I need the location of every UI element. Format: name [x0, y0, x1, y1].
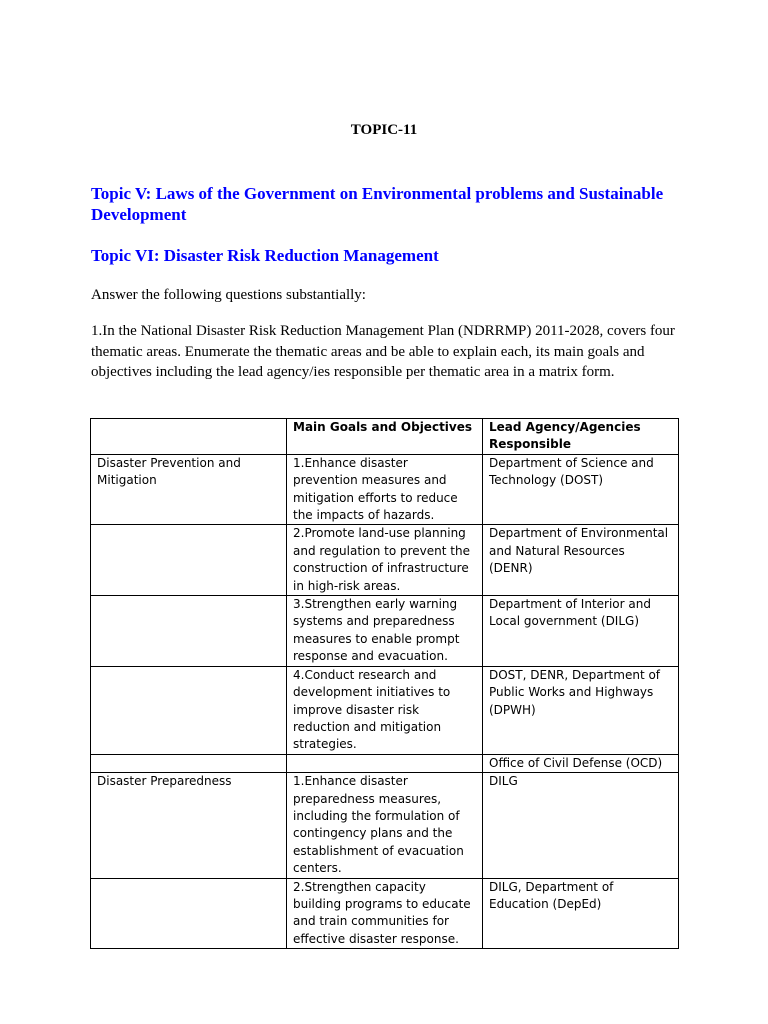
agency-cell: Department of Interior and Local government (DILG) — [483, 596, 679, 667]
thematic-area-cell — [91, 525, 287, 596]
goal-cell: 3.Strengthen early warning systems and preparedness measures to enable prompt response and evacuation. — [287, 596, 483, 667]
thematic-area-cell — [91, 666, 287, 754]
thematic-area-cell — [91, 878, 287, 949]
goal-cell: 2.Promote land-use planning and regulation to prevent the construction of infrastructure in high-risk areas. — [287, 525, 483, 596]
agency-cell: Department of Environmental and Natural Resources (DENR) — [483, 525, 679, 596]
table-row — [91, 525, 679, 596]
agency-cell: Office of Civil Defense (OCD) — [483, 754, 679, 772]
question-text: 1.In the National Disaster Risk Reduction Management Plan (NDRRMP) 2011-2028, covers four thematic areas. Enumerate the thematic areas and be able to explain each, its main goals and objectives including the lead agency/ies responsible per thematic area in a matrix form. — [91, 323, 675, 380]
table-row — [91, 878, 679, 949]
table-row — [91, 754, 679, 772]
goal-cell — [287, 754, 483, 772]
topic-vi-heading: Topic VI: Disaster Risk Reduction Management — [91, 246, 439, 265]
thematic-area-cell — [91, 596, 287, 667]
agency-cell: DOST, DENR, Department of Public Works and Highways (DPWH) — [483, 666, 679, 754]
goal-cell: 2.Strengthen capacity building programs to educate and train communities for effective disaster response. — [287, 878, 483, 949]
header-thematic-area — [91, 419, 287, 455]
table-header-row — [91, 419, 679, 455]
agency-cell: Department of Science and Technology (DOST) — [483, 454, 679, 525]
document-title: TOPIC-11 — [350, 122, 418, 138]
agency-cell: DILG, Department of Education (DepEd) — [483, 878, 679, 949]
header-main-goals: Main Goals and Objectives — [287, 419, 483, 455]
thematic-area-cell: Disaster Preparedness — [91, 773, 287, 878]
table-row — [91, 596, 679, 667]
goal-cell: 4.Conduct research and development initiatives to improve disaster risk reduction and mitigation strategies. — [287, 666, 483, 754]
table-row — [91, 666, 679, 754]
goal-cell: 1.Enhance disaster prevention measures and mitigation efforts to reduce the impacts of hazards. — [287, 454, 483, 525]
table-row — [91, 454, 679, 525]
thematic-areas-matrix — [90, 418, 679, 949]
header-lead-agency: Lead Agency/Agencies Responsible — [483, 419, 679, 455]
table-row — [91, 773, 679, 878]
instruction-text: Answer the following questions substantially: — [91, 287, 366, 303]
goal-cell: 1.Enhance disaster preparedness measures, including the formulation of contingency plans and the establishment of evacuation centers. — [287, 773, 483, 878]
thematic-area-cell: Disaster Prevention and Mitigation — [91, 454, 287, 525]
topic-v-heading: Topic V: Laws of the Government on Environmental problems and Sustainable Development — [91, 184, 664, 224]
thematic-area-cell — [91, 754, 287, 772]
agency-cell: DILG — [483, 773, 679, 878]
